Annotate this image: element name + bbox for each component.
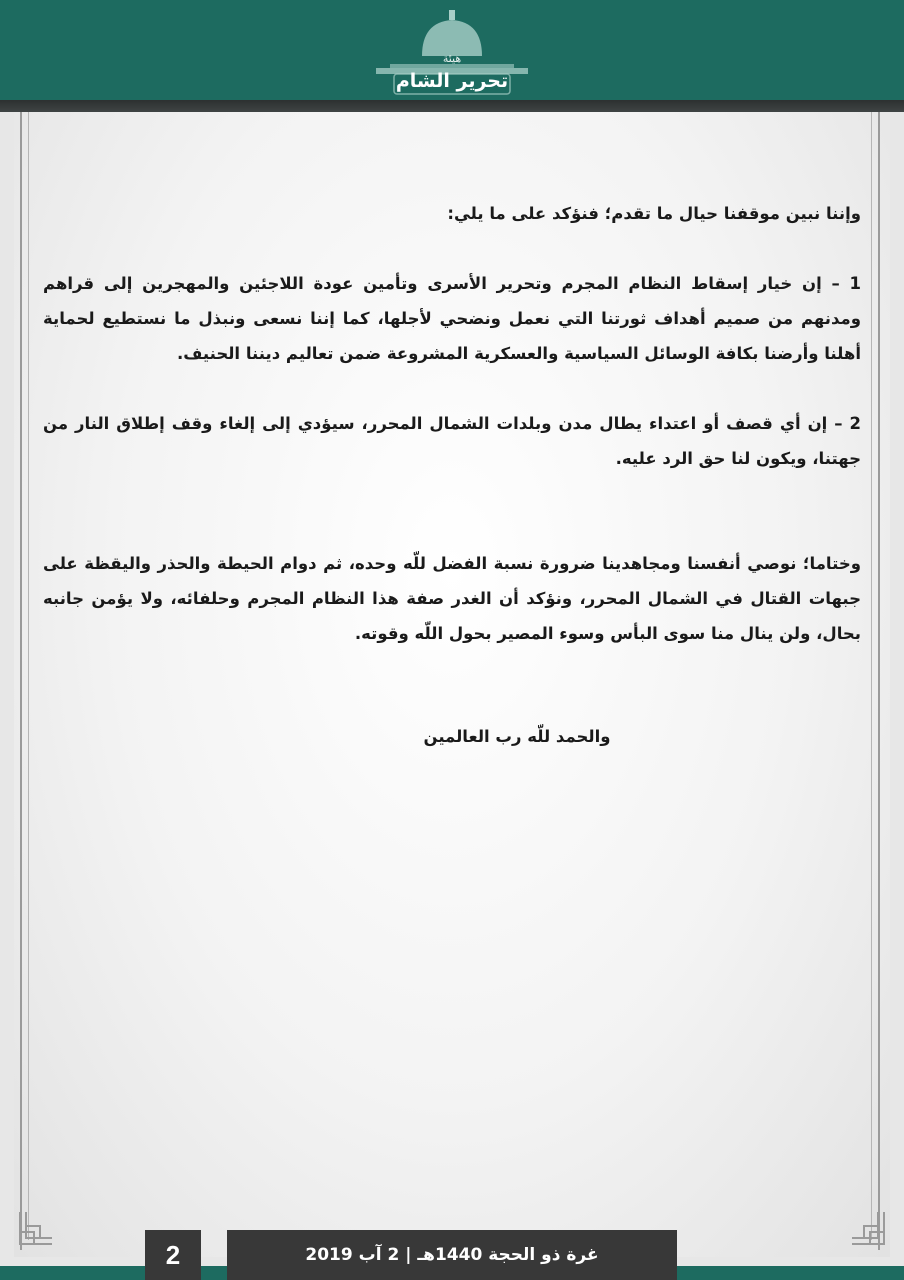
header-divider xyxy=(0,100,904,112)
corner-ornament-left-icon xyxy=(18,1212,52,1246)
intro-paragraph: وإننا نبين موقفنا حيال ما تقدم؛ فنؤكد على ما يلي: xyxy=(447,204,861,223)
logo-subtitle: هيئة xyxy=(442,52,462,65)
point-1-paragraph: 1 – إن خيار إسقاط النظام المجرم وتحرير الأسرى وتأمين عودة اللاجئين والمهجرين إلى قراهم ومدنهم من صميم أهداف ثورتنا التي نعمل ونضحي لأجلها، كما إننا نسعى ونبذل ما نستطيع لحماية أهلنا وأرضنا بكافة الوسائل السياسية والعسكرية المشروعة ضمن تعاليم ديننا الحنيف. xyxy=(43,274,861,363)
organization-logo xyxy=(376,8,528,98)
page-number: 2 xyxy=(145,1230,201,1280)
footer-date: غرة ذو الحجة 1440هـ | 2 آب 2019 xyxy=(227,1230,677,1280)
closing-line: والحمد للّه رب العالمين xyxy=(423,727,611,746)
logo-name: تحرير الشام xyxy=(395,70,509,92)
corner-ornament-right-icon xyxy=(852,1212,886,1246)
statement-body xyxy=(43,196,861,754)
point-2-paragraph: 2 – إن أي قصف أو اعتداء يطال مدن وبلدات الشمال المحرر، سيؤدي إلى إلغاء وقف إطلاق النار من جهتنا، ويكون لنا حق الرد عليه. xyxy=(43,414,861,468)
conclusion-paragraph: وختاما؛ نوصي أنفسنا ومجاهدينا ضرورة نسبة الفضل للّه وحده، ثم دوام الحيطة والحذر واليقظة على جبهات القتال في الشمال المحرر، ونؤكد أن الغدر صفة هذا النظام المجرم وحلفائه، ولا يؤمن جانبه بحال، ولن ينال منا سوى البأس وسوء المصير بحول اللّه وقوته. xyxy=(43,554,861,643)
